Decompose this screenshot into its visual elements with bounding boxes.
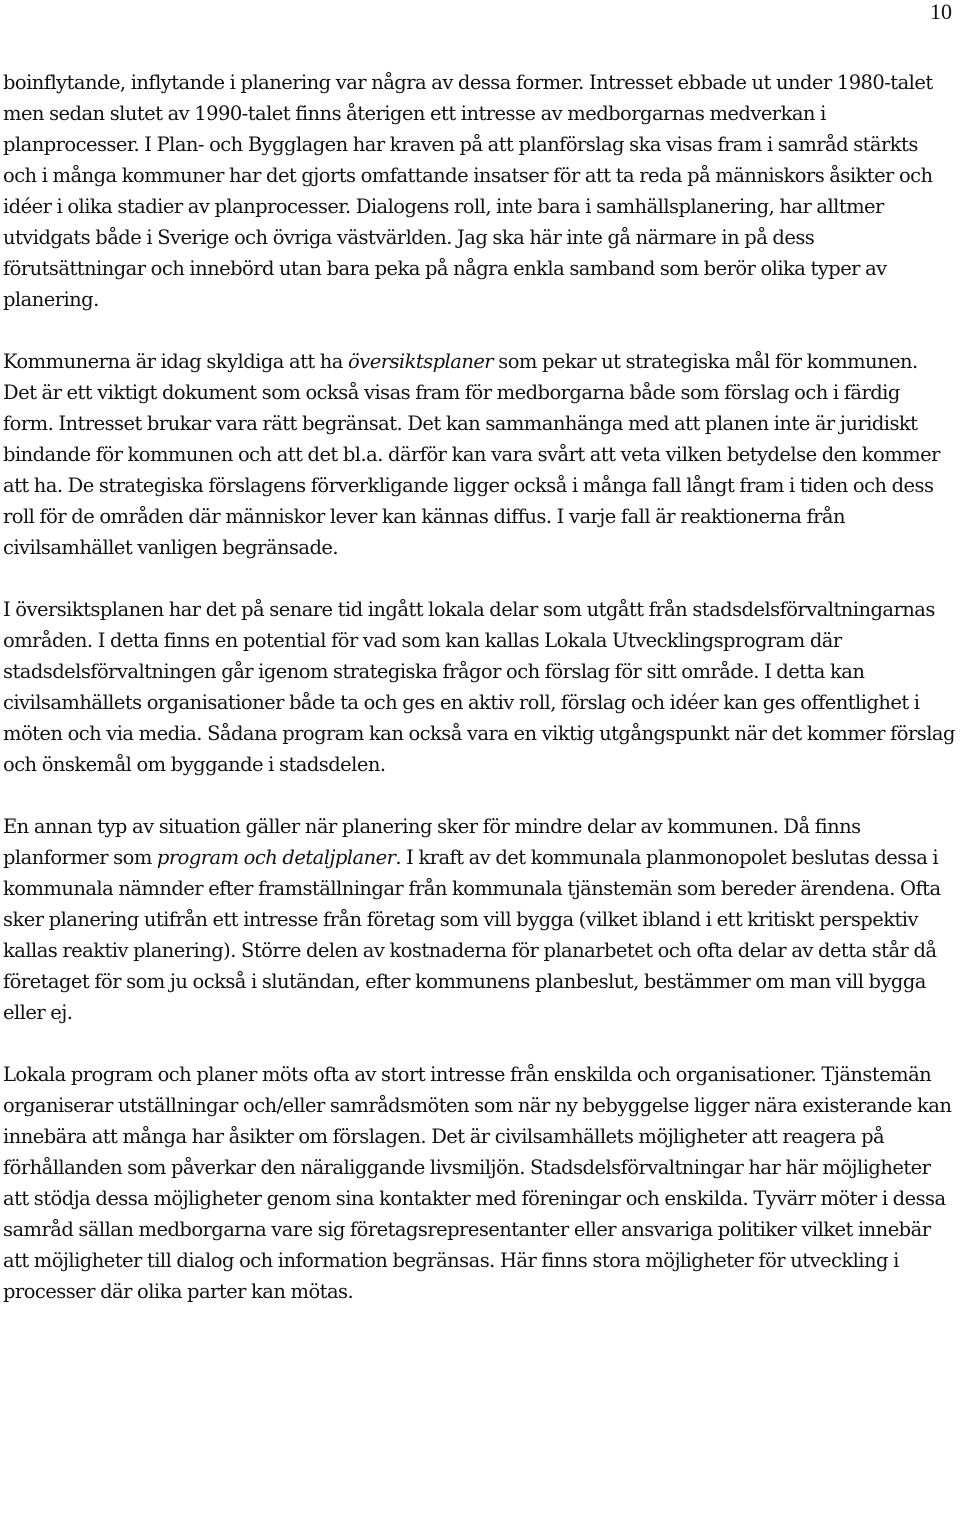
paragraph-text: . I kraft av det kommunala planmonopolet beslutas dessa i kommunala nämnder efter framställningar från kommunala tjänstemän som bereder ärendena. Ofta sker planering utifrån ett intresse från företag som vill bygga (vilket ibland i ett kritiskt perspektiv kallas reaktiv planering). Större delen av kostnaderna för planarbetet och ofta delar av detta står då företaget för som ju också i slutändan, efter kommunens planbeslut, bestämmer om man vill bygga eller ej. <box>3 846 941 1024</box>
paragraph-text: Kommunerna är idag skyldiga att ha <box>3 350 349 373</box>
paragraph-3 <box>3 594 955 780</box>
paragraph-text: Lokala program och planer möts ofta av stort intresse från enskilda och organisationer. Tjänstemän organiserar utställningar och/eller samrådsmöten som när ny bebyggelse ligger nära existerande kan innebära att många har åsikter om förslagen. Det är civilsamhällets möjligheter att reagera på förhållanden som påverkar den näraliggande livsmiljön. Stadsdelsförvaltningar har här möjligheter att stödja dessa möjligheter genom sina kontakter med föreningar och enskilda. Tyvärr möter i dessa samråd sällan medborgarna vare sig företagsrepresentanter eller ansvariga politiker vilket innebär att möjligheter till dialog och information begränsas. Här finns stora möjligheter för utveckling i processer där olika parter kan mötas. <box>3 1063 952 1303</box>
paragraph-text: I översiktsplanen har det på senare tid ingått lokala delar som utgått från stadsdelsförvaltningarnas områden. I detta finns en potential för vad som kan kallas Lokala Utvecklingsprogram där stadsdelsförvaltningen går igenom strategiska frågor och förslag för sitt område. I detta kan civilsamhällets organisationer både ta och ges en aktiv roll, förslag och idéer kan ges offentlighet i möten och via media. Sådana program kan också vara en viktig utgångspunkt när det kommer förslag och önskemål om byggande i stadsdelen. <box>3 598 955 776</box>
paragraph-text: En annan typ av situation gäller när planering sker för mindre delar av kommunen. Då finns planformer som <box>3 815 861 869</box>
paragraph-text: som pekar ut strategiska mål för kommunen. Det är ett viktigt dokument som också visas fram för medborgarna både som förslag och i färdig form. Intresset brukar vara rätt begränsat. Det kan sammanhänga med att planen inte är juridiskt bindande för kommunen och att det bl.a. därför kan vara svårt att veta vilken betydelse den kommer att ha. De strategiska förslagens förverkligande ligger också i många fall långt fram i tiden och dess roll för de områden där människor lever kan kännas diffus. I varje fall är reaktionerna från civilsamhället vanligen begränsade. <box>3 350 940 559</box>
page-number: 10 <box>930 0 952 24</box>
paragraph-5 <box>3 1059 955 1307</box>
document-body <box>3 67 955 1307</box>
paragraph-2 <box>3 346 955 563</box>
italic-term-program-och-detaljplaner: program och detaljplaner <box>156 846 396 869</box>
paragraph-text: boinflytande, inflytande i planering var några av dessa former. Intresset ebbade ut under 1980-talet men sedan slutet av 1990-talet finns återigen ett intresse av medborgarnas medverkan i planprocesser. I Plan- och Bygglagen har kraven på att planförslag ska visas fram i samråd stärkts och i många kommuner har det gjorts omfattande insatser för att ta reda på människors åsikter och idéer i olika stadier av planprocesser. Dialogens roll, inte bara i samhällsplanering, har alltmer utvidgats både i Sverige och övriga västvärlden. Jag ska här inte gå närmare in på dess förutsättningar och innebörd utan bara peka på några enkla samband som berör olika typer av planering. <box>3 71 933 311</box>
paragraph-1 <box>3 67 955 315</box>
italic-term-oversiktsplaner: översiktsplaner <box>348 350 494 373</box>
paragraph-4 <box>3 811 955 1028</box>
